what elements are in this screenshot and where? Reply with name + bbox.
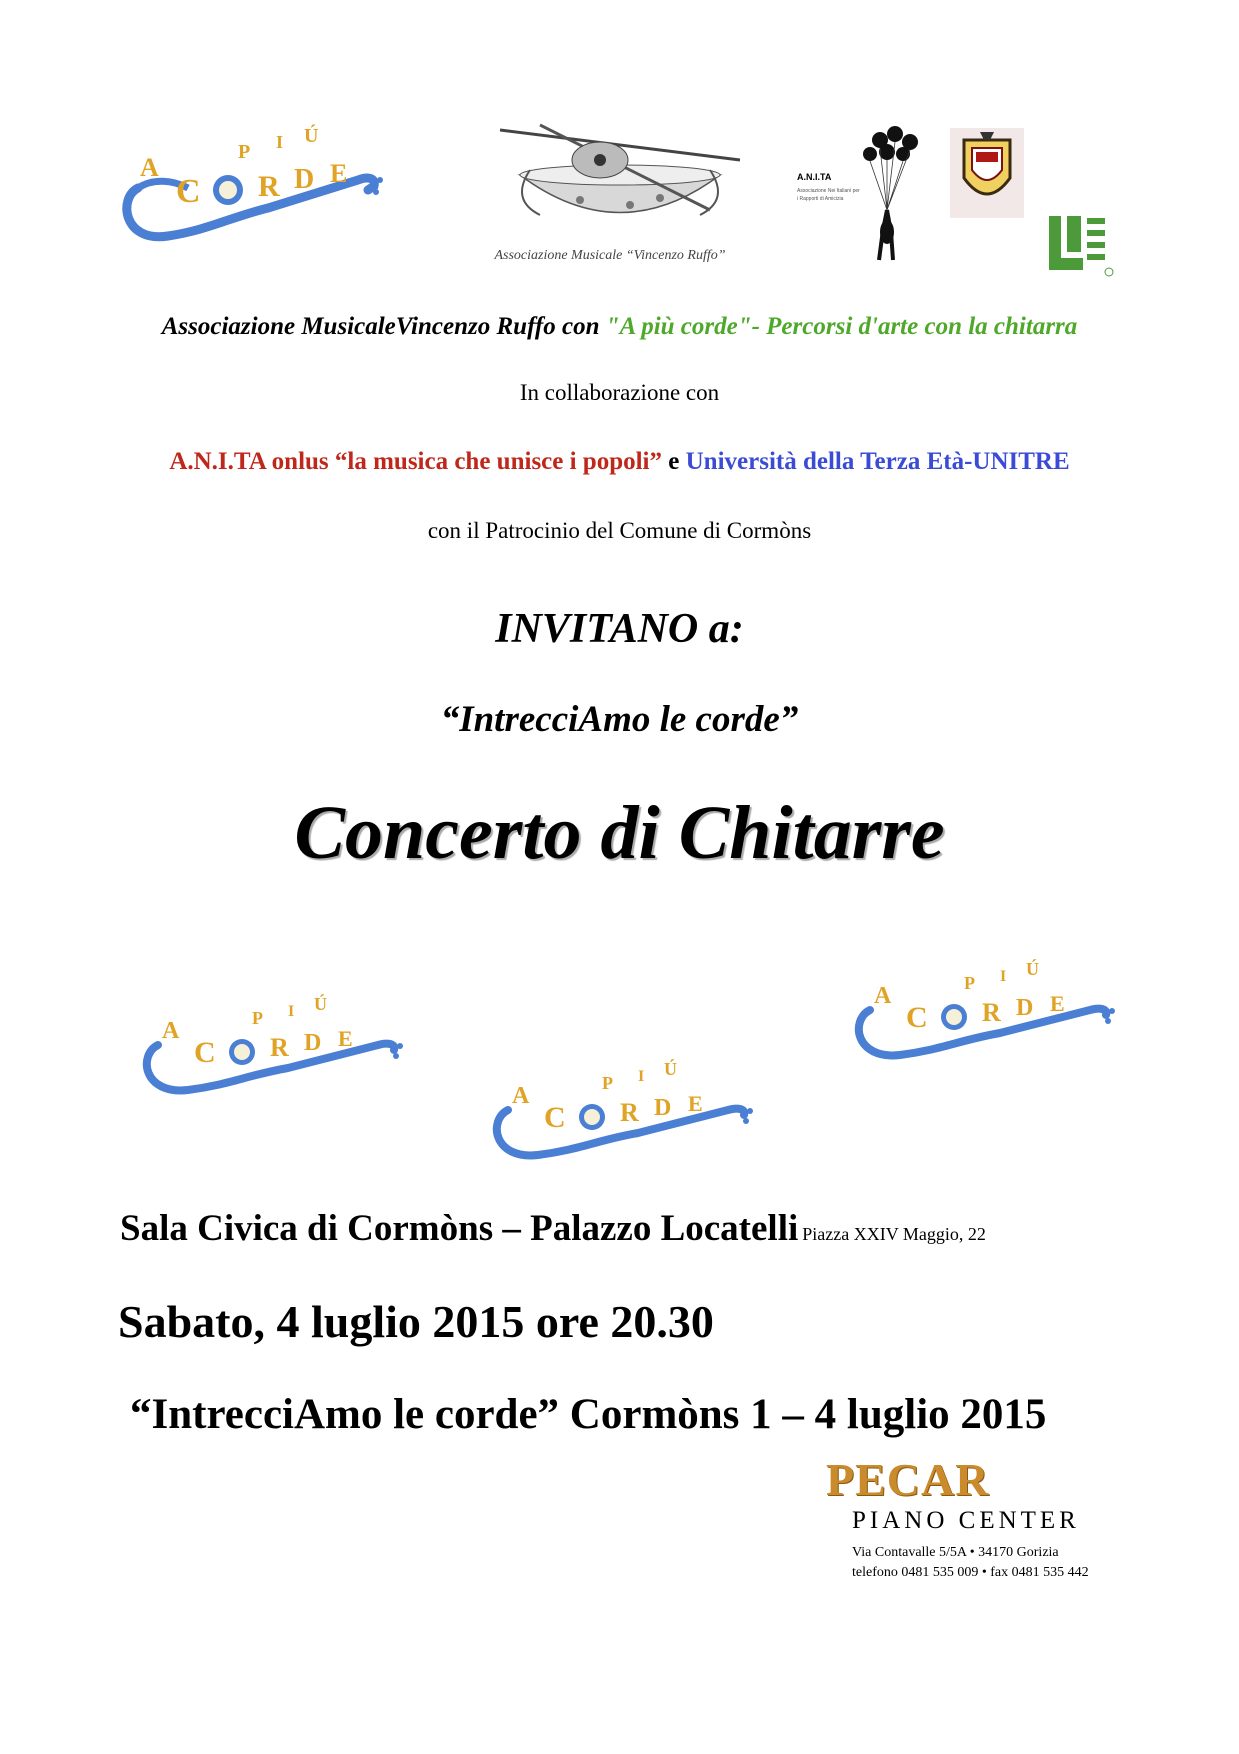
svg-text:R: R [982,998,1001,1027]
sponsor-address: Via Contavalle 5/5A • 34170 Gorizia [852,1545,1059,1560]
piano-center-label: PIANO CENTER [852,1507,1080,1534]
svg-text:A: A [512,1083,530,1109]
partners-line [0,448,1239,476]
svg-text:C: C [176,173,201,210]
partners-and: e [662,448,686,475]
svg-text:D: D [294,164,315,195]
concert-title: Concerto di Chitarre [294,791,945,875]
vincenzo-ruffo-logo [480,120,760,253]
svg-text:Ú: Ú [664,1059,677,1079]
a-piu-corde-logo-center [488,1055,758,1165]
svg-text:E: E [688,1091,703,1116]
svg-text:C: C [194,1036,216,1069]
patronage-line: con il Patrocinio del Comune di Cormòns [427,518,812,543]
svg-text:C: C [544,1101,566,1134]
svg-text:I: I [276,132,284,152]
pecar-logo: PECAR [826,1454,990,1505]
organizer-line [0,313,1239,341]
event-subtitle: “IntrecciAmo le corde” [440,699,799,740]
festival-line: “IntrecciAmo le corde” Cormòns 1 – 4 luglio 2015 [130,1391,1047,1438]
svg-text:A.N.I.TA: A.N.I.TA [797,172,832,182]
organizer-project: "A più corde"- Percorsi d'arte con la chitarra [605,313,1078,340]
svg-text:D: D [1016,995,1034,1021]
svg-text:A: A [874,983,892,1009]
cormons-coat-of-arms [950,128,1024,223]
unitre-logo [1045,212,1115,282]
svg-text:C: C [906,1001,928,1034]
svg-text:R: R [620,1098,639,1127]
collaboration-line: In collaborazione con [519,380,720,405]
svg-text:R: R [270,1033,289,1062]
svg-text:I: I [638,1068,645,1085]
svg-text:P: P [602,1073,613,1093]
svg-text:P: P [238,141,251,163]
venue-name: Sala Civica di Cormòns – Palazzo Locatelli [120,1208,799,1249]
vincenzo-ruffo-caption: Associazione Musicale “Vincenzo Ruffo” [494,248,726,263]
sponsor-phone: telefono 0481 535 009 • fax 0481 535 442 [852,1565,1089,1580]
svg-text:D: D [654,1095,672,1121]
a-piu-corde-logo-right [850,955,1120,1065]
organizer-name: Associazione MusicaleVincenzo Ruffo con [161,313,606,340]
svg-text:i Rapporti di Amicizia: i Rapporti di Amicizia [797,196,844,202]
svg-text:A: A [140,153,159,182]
venue-line [120,1207,986,1250]
svg-text:E: E [338,1026,353,1051]
svg-text:I: I [1000,968,1007,985]
svg-text:P: P [252,1008,263,1028]
invite-heading: INVITANO a: [495,606,744,652]
a-piu-corde-logo-header [118,118,388,248]
svg-text:D: D [304,1030,322,1056]
a-piu-corde-logo-left [138,990,408,1100]
svg-text:Ú: Ú [304,125,319,147]
event-date: Sabato, 4 luglio 2015 ore 20.30 [118,1296,714,1347]
svg-text:Associazione Nei Italiani per: Associazione Nei Italiani per [797,188,860,194]
svg-text:Ú: Ú [314,994,327,1014]
svg-text:A: A [162,1018,180,1044]
anita-partner: A.N.I.TA onlus “la musica che unisce i popoli” [169,448,663,475]
svg-text:P: P [964,973,975,993]
svg-text:E: E [1050,991,1065,1016]
anita-logo [795,120,930,275]
svg-text:Ú: Ú [1026,959,1039,979]
unitre-partner: Università della Terza Età-UNITRE [685,448,1070,475]
svg-text:R: R [258,170,280,203]
venue-address: Piazza XXIV Maggio, 22 [802,1224,986,1244]
svg-text:I: I [288,1003,295,1020]
svg-text:E: E [330,159,348,188]
